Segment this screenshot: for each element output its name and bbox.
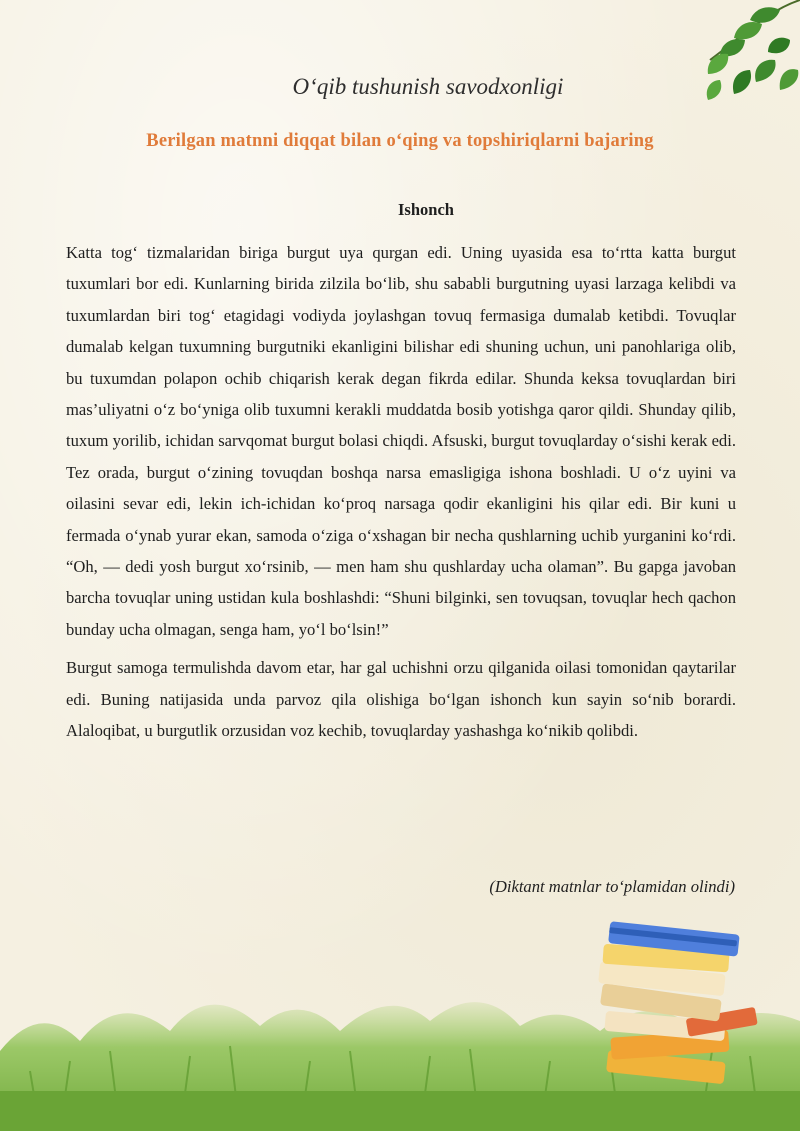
instruction-subtitle: Berilgan matnni diqqat bilan o‘qing va topshiriqlarni bajaring (146, 131, 654, 151)
source-citation: (Diktant matnlar to‘plamidan olindi) (489, 877, 735, 896)
story-body (66, 237, 736, 747)
paragraph: Burgut samoga termulishda davom etar, har gal uchishni orzu qilganida oilasi tomonidan qaytarilar edi. Buning natijasida unda parvoz qila olishiga bo‘lgan ishonch kun sayin so‘nib borardi. Alaloqibat, u burgutlik orzusidan voz kechib, tovuqlarday yashashga ko‘nikib qolibdi. (66, 658, 736, 741)
paragraph: Katta tog‘ tizmalaridan biriga burgut uya qurgan edi. Uning uyasida esa to‘rtta katta burgut tuxumlari bor edi. Kunlarning birida zilzila bo‘lib, shu sababli burgutning uyasi larzaga kelibdi va tuxumlardan biri tog‘ etagidagi vodiyda joylashgan tovuq fermasiga dumalab ketibdi. Tovuqlar dumalab kelgan tuxumning burgutniki ekanligini bilishar edi shuning uchun, uni panohlariga olib, bu tuxumdan polapon ochib chiqarish kerak degan fikrda edilar. Shunda keksa tovuqlardan biri mas’uliyatni o‘z bo‘yniga olib tuxumni kerakli muddatda bosib yotishga qaror qildi. Shunday qilib, tuxum yorilib, ichidan sarvqomat burgut bolasi chiqdi. Afsuski, burgut tovuqlarday o‘sishi kerak edi. Tez orada, burgut o‘zining tovuqdan boshqa narsa emasligiga ishona boshladi. U o‘z uyini va oilasini sevar edi, lekin ich-ichidan ko‘proq narsaga qodir ekanligini his qilar edi. Bir kuni u fermada o‘ynab yurar ekan, samoda o‘ziga o‘xshagan bir necha qushlarning uchib yurganini ko‘rdi. “Oh, — dedi yosh burgut xo‘rsinib, — men ham shu qushlarday ucha olaman”. Bu gapga javoban barcha tovuqlar uning ustidan kula boshlashdi: “Shuni bilginki, sen tovuqsan, tovuqlar hech qachon bunday ucha olmagan, senga ham, yo‘l bo‘lsin!” (66, 243, 736, 639)
text-title: Ishonch (398, 200, 454, 219)
page-title: O‘qib tushunish savodxonligi (292, 74, 564, 99)
books-stack-icon (595, 916, 770, 1091)
leaves-icon (650, 0, 800, 130)
